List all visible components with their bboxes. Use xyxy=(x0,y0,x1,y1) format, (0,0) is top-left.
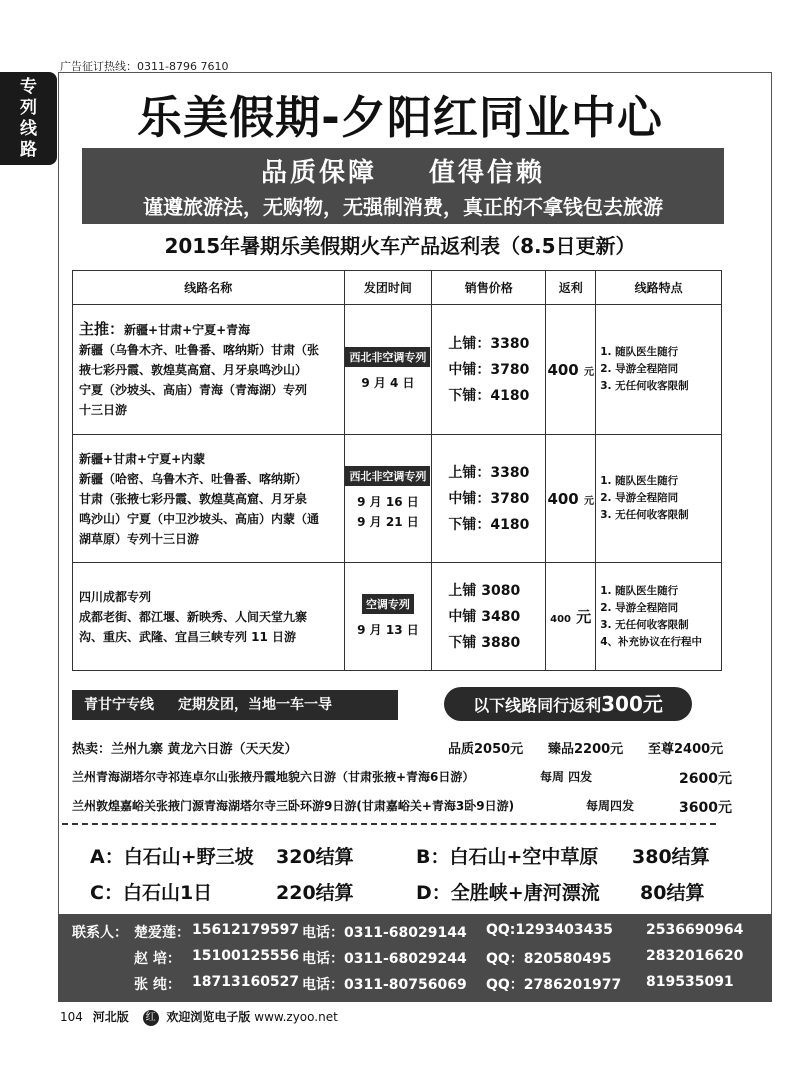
contact-phone: 电话：0311-68029244 xyxy=(302,951,467,967)
feature-line: 1. 随队医生随行 xyxy=(600,475,679,487)
price-line: 上铺：3380 xyxy=(448,464,530,481)
contact-qq: QQ：820580495 xyxy=(486,951,612,967)
departure-date: 9 月 4 日 xyxy=(361,375,415,390)
option-price: 380结算 xyxy=(632,846,710,868)
route-cell xyxy=(73,563,345,671)
features-cell xyxy=(596,563,722,671)
contact-mobile: 18713160527 xyxy=(192,974,300,990)
route-desc-line: 新疆（乌鲁木齐、吐鲁番、喀纳斯）甘肃（张 xyxy=(79,343,320,357)
table-row xyxy=(73,563,722,671)
option-price: 220结算 xyxy=(276,882,354,904)
departure-date: 9 月 13 日 xyxy=(357,622,419,637)
price-line: 中铺：3780 xyxy=(448,361,530,378)
table-header-row xyxy=(73,271,722,305)
hot-route-title: 热卖：兰州九寨 黄龙六日游（天天发） xyxy=(72,742,298,757)
header-price: 销售价格 xyxy=(432,271,546,305)
features-cell xyxy=(596,435,722,563)
hot-price: 品质2050元 xyxy=(448,742,524,757)
banner-route-desc: 定期发团，当地一车一导 xyxy=(178,697,332,713)
header-date: 发团时间 xyxy=(344,271,432,305)
train-type-tag: 空调专列 xyxy=(362,594,414,614)
route-lead: 新疆+甘肃+宁夏+青海 xyxy=(124,323,251,337)
route-lead: 新疆+甘肃+宁夏+内蒙 xyxy=(79,451,206,466)
route-desc-line: 甘肃（张掖七彩丹霞、敦煌莫高窟、月牙泉 xyxy=(79,491,308,506)
price-line: 中铺：3780 xyxy=(448,490,530,507)
page-number: 104 xyxy=(60,1010,83,1024)
rebate-value: 400 xyxy=(547,360,579,379)
section-tab-char: 路 xyxy=(20,140,37,160)
rebate-pill xyxy=(444,687,692,721)
contact-qq-alt: 819535091 xyxy=(646,974,734,990)
table-title: 2015年暑期乐美假期火车产品返利表（8.5日更新） xyxy=(164,234,636,258)
feature-line: 2. 导游全程陪同 xyxy=(600,363,679,375)
route-banner xyxy=(72,690,398,720)
train-type-tag: 西北非空调专列 xyxy=(345,347,430,367)
rebate-value: 400 xyxy=(550,614,572,625)
route-cell xyxy=(73,435,345,563)
route-desc-line: 沟、重庆、武隆、宜昌三峡专列 11 日游 xyxy=(79,629,297,644)
feature-line: 1. 随队医生随行 xyxy=(600,346,679,358)
price-cell xyxy=(432,435,546,563)
route-desc-line: 掖七彩丹霞、敦煌莫高窟、月牙泉鸣沙山） xyxy=(79,363,308,377)
footer-text: 欢迎浏览电子版 xyxy=(166,1010,251,1024)
route-line-title: 兰州敦煌嘉峪关张掖门源青海湖塔尔寺三卧环游9日游(甘肃嘉峪关+青海3卧9日游) xyxy=(72,799,515,813)
route-desc-line: 鸣沙山）宁夏（中卫沙坡头、高庙）内蒙（通 xyxy=(79,511,320,526)
contact-qq: QQ:1293403435 xyxy=(486,922,613,938)
route-cell xyxy=(73,305,345,435)
price-line: 下铺：4180 xyxy=(448,516,530,533)
contact-row xyxy=(58,974,772,996)
contact-row xyxy=(58,948,772,970)
section-tab-char: 列 xyxy=(20,98,37,118)
header-route: 线路名称 xyxy=(73,271,345,305)
date-cell xyxy=(344,563,432,671)
rebate-unit: 元 xyxy=(583,495,594,507)
rebate-value: 400 xyxy=(547,489,579,508)
option-label: C：白石山1日 xyxy=(90,882,213,904)
slogan-primary: 品质保障 值得信赖 xyxy=(260,158,546,188)
contact-name: 赵 培： xyxy=(134,951,181,967)
price-line: 上铺 3080 xyxy=(448,582,521,599)
header-features: 线路特点 xyxy=(596,271,722,305)
contact-row xyxy=(58,922,772,944)
feature-line: 1. 随队医生随行 xyxy=(600,584,679,597)
contact-name: 楚爱莲： xyxy=(134,925,190,941)
price-cell xyxy=(432,305,546,435)
contact-qq-alt: 2832016620 xyxy=(646,948,744,964)
banner-route-name: 青甘宁专线 xyxy=(84,697,154,713)
rebate-pill-text: 以下线路同行返利 xyxy=(473,696,602,715)
option-price: 320结算 xyxy=(276,846,354,868)
contact-mobile: 15100125556 xyxy=(192,948,300,964)
price-cell xyxy=(432,563,546,671)
contact-phone: 电话：0311-68029144 xyxy=(302,925,467,941)
route-line-schedule: 每周四发 xyxy=(586,799,635,813)
option-label: A：白石山+野三坡 xyxy=(90,846,254,868)
route-line-price: 3600元 xyxy=(679,800,732,816)
date-cell xyxy=(344,435,432,563)
contact-prefix: 联系人： xyxy=(72,925,128,941)
option-label: B：白石山+空中草原 xyxy=(416,846,599,868)
rebate-unit: 元 xyxy=(576,608,592,626)
feature-line: 2. 导游全程陪同 xyxy=(600,601,679,614)
footer-url[interactable]: www.zyoo.net xyxy=(254,1010,338,1024)
slogan-box xyxy=(82,148,724,224)
route-line-price: 2600元 xyxy=(679,771,732,787)
contact-box xyxy=(58,914,772,1002)
route-desc-line: 十三日游 xyxy=(79,403,128,417)
ad-hotline: 广告征订热线：0311-8796 7610 xyxy=(60,60,229,73)
section-tab-char: 线 xyxy=(20,119,37,139)
contact-qq-alt: 2536690964 xyxy=(646,922,744,938)
price-line: 下铺：4180 xyxy=(448,387,530,404)
rebate-cell xyxy=(546,435,596,563)
contact-phone: 电话：0311-80756069 xyxy=(302,977,467,993)
route-desc-line: 宁夏（沙坡头、高庙）青海（青海湖）专列 xyxy=(79,383,308,397)
featured-label: 主推： xyxy=(79,320,125,338)
feature-line: 3. 无任何收客限制 xyxy=(600,618,689,631)
divider xyxy=(62,823,716,825)
train-type-tag: 西北非空调专列 xyxy=(345,466,430,486)
route-line-title: 兰州青海湖塔尔寺祁连卓尔山张掖丹霞地貌六日游（甘肃张掖+青海6日游） xyxy=(72,770,475,784)
route-lead: 四川成都专列 xyxy=(79,589,152,604)
page-footer xyxy=(60,1008,338,1026)
option-label: D：全胜峡+唐河漂流 xyxy=(416,882,600,904)
features-cell xyxy=(596,305,722,435)
feature-line: 3. 无任何收客限制 xyxy=(600,380,689,392)
slogan-secondary: 谨遵旅游法，无购物，无强制消费，真正的不拿钱包去旅游 xyxy=(143,195,663,219)
rebate-unit: 元 xyxy=(583,366,594,378)
contact-name: 张 纯： xyxy=(134,977,181,993)
rebate-cell xyxy=(546,563,596,671)
feature-line: 4、补充协议在行程中 xyxy=(600,635,702,648)
header-rebate: 返利 xyxy=(546,271,596,305)
section-tab-char: 专 xyxy=(20,77,37,97)
price-line: 上铺：3380 xyxy=(448,335,530,352)
route-table xyxy=(72,270,722,671)
feature-line: 3. 无任何收客限制 xyxy=(600,509,689,521)
contact-mobile: 15612179597 xyxy=(192,922,300,938)
brand-logo-icon: 红 xyxy=(143,1010,159,1026)
page-title: 乐美假期-夕阳红同业中心 xyxy=(137,91,663,144)
contact-qq: QQ：2786201977 xyxy=(486,977,622,993)
rebate-cell xyxy=(546,305,596,435)
edition-label: 河北版 xyxy=(92,1010,129,1024)
hot-price: 臻品2200元 xyxy=(548,742,624,757)
feature-line: 2. 导游全程陪同 xyxy=(600,492,679,504)
route-line-schedule: 每周 四发 xyxy=(540,770,593,784)
option-price: 80结算 xyxy=(640,882,705,904)
route-desc-line: 成都老街、都江堰、新映秀、人间天堂九寨 xyxy=(79,609,308,624)
route-desc-line: 湖草原）专列十三日游 xyxy=(79,531,200,546)
date-cell xyxy=(344,305,432,435)
departure-date: 9 月 21 日 xyxy=(357,514,419,529)
rebate-pill-amount: 300元 xyxy=(601,692,663,716)
hot-price: 至尊2400元 xyxy=(648,742,724,757)
price-line: 中铺 3480 xyxy=(448,608,521,625)
price-line: 下铺 3880 xyxy=(448,634,521,651)
table-row xyxy=(73,305,722,435)
table-row xyxy=(73,435,722,563)
departure-date: 9 月 16 日 xyxy=(357,494,419,509)
route-desc-line: 新疆（哈密、乌鲁木齐、吐鲁番、喀纳斯） xyxy=(79,471,308,486)
